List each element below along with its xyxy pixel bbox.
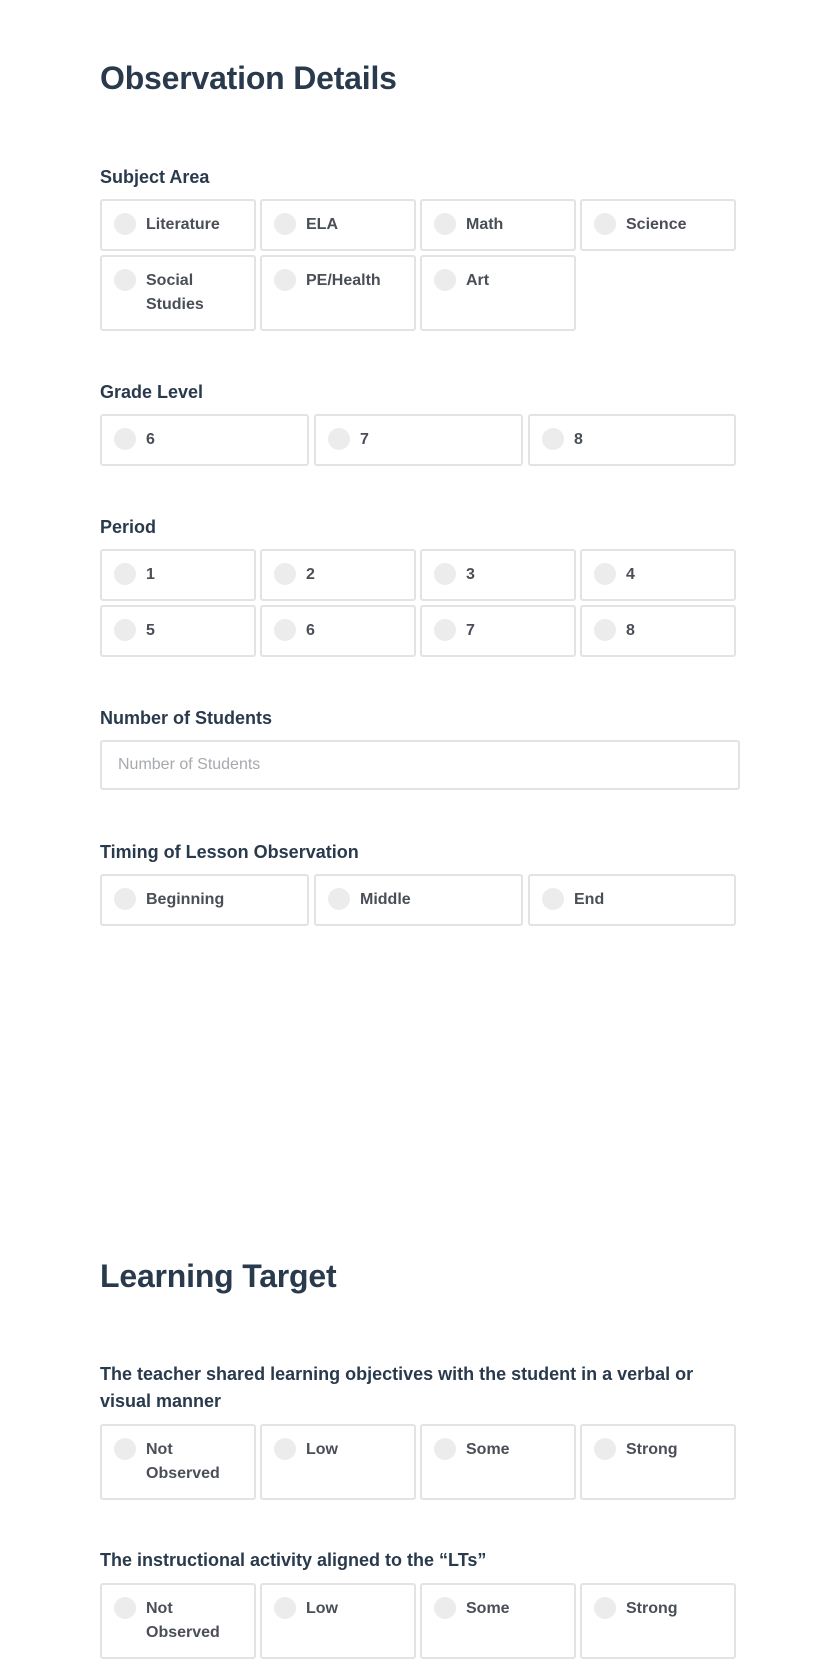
radio-icon[interactable] [114,1438,136,1460]
radio-icon[interactable] [594,213,616,235]
radio-icon[interactable] [434,269,456,291]
option-label: 3 [466,566,475,583]
radio-icon[interactable] [434,619,456,641]
learning-target-title: Learning Target [100,1258,337,1294]
period-option-7[interactable] [420,605,576,657]
timing-option-middle[interactable] [314,874,523,926]
period-option-8[interactable] [580,605,736,657]
radio-icon[interactable] [594,619,616,641]
radio-icon[interactable] [274,269,296,291]
option-label: 6 [146,431,155,448]
option-label: Art [466,272,490,289]
period-option-2[interactable] [260,549,416,601]
radio-icon[interactable] [434,213,456,235]
radio-icon[interactable] [274,213,296,235]
radio-icon[interactable] [434,563,456,585]
option-label: Literature [146,216,220,233]
lt-q1-option-strong[interactable] [580,1424,736,1500]
radio-icon[interactable] [594,1438,616,1460]
lt-question-1-label: The teacher shared learning objectives with the student in a verbal or visual manner [100,1364,694,1411]
radio-icon[interactable] [594,563,616,585]
subject-option-ela[interactable] [260,199,416,251]
option-label: 8 [574,431,583,448]
option-label: 2 [306,566,315,583]
number-of-students-input[interactable] [100,740,740,790]
subject-option-pe-health[interactable] [260,255,416,331]
radio-icon[interactable] [542,428,564,450]
number-of-students-label: Number of Students [100,708,273,728]
option-label: 7 [360,431,369,448]
radio-icon[interactable] [114,428,136,450]
option-label: Math [466,216,504,233]
grade-level-label: Grade Level [100,382,204,402]
radio-icon[interactable] [114,619,136,641]
radio-icon[interactable] [274,1597,296,1619]
grade-option-7[interactable] [314,414,523,466]
lt-q2-option-strong[interactable] [580,1583,736,1659]
subject-option-social-studies[interactable] [100,255,256,331]
radio-icon[interactable] [114,563,136,585]
option-label: Science [626,216,687,233]
timing-option-end[interactable] [528,874,736,926]
option-label: 8 [626,622,635,639]
option-label: 4 [626,566,635,583]
option-label: Strong [626,1441,678,1458]
lt-q1-option-some[interactable] [420,1424,576,1500]
radio-icon[interactable] [114,888,136,910]
period-option-1[interactable] [100,549,256,601]
lt-q2-option-low[interactable] [260,1583,416,1659]
radio-icon[interactable] [542,888,564,910]
subject-option-math[interactable] [420,199,576,251]
option-label: PE/Health [306,272,381,289]
period-option-5[interactable] [100,605,256,657]
period-option-3[interactable] [420,549,576,601]
radio-icon[interactable] [594,1597,616,1619]
option-label: 5 [146,622,155,639]
option-label: 7 [466,622,475,639]
timing-label: Timing of Lesson Observation [100,842,359,862]
option-label: Not Observed [146,1600,220,1641]
subject-option-literature[interactable] [100,199,256,251]
option-label: Social Studies [146,272,204,313]
radio-icon[interactable] [328,428,350,450]
option-label: Low [306,1600,338,1617]
subject-option-science[interactable] [580,199,736,251]
radio-icon[interactable] [434,1438,456,1460]
lt-q2-option-not-observed[interactable] [100,1583,256,1659]
option-label: 6 [306,622,315,639]
radio-icon[interactable] [274,563,296,585]
lt-q2-option-some[interactable] [420,1583,576,1659]
timing-option-beginning[interactable] [100,874,309,926]
radio-icon[interactable] [328,888,350,910]
option-label: 1 [146,566,155,583]
lt-q1-option-low[interactable] [260,1424,416,1500]
option-label: Low [306,1441,338,1458]
option-label: Strong [626,1600,678,1617]
subject-area-label: Subject Area [100,167,210,187]
lt-question-2-label: The instructional activity aligned to the “LTs” [100,1550,487,1570]
option-label: End [574,891,605,908]
option-label: Some [466,1600,510,1617]
period-option-6[interactable] [260,605,416,657]
option-label: Middle [360,891,411,908]
observation-details-title: Observation Details [100,60,397,96]
option-label: Some [466,1441,510,1458]
period-label: Period [100,517,157,537]
radio-icon[interactable] [114,213,136,235]
option-label: Beginning [146,891,225,908]
radio-icon[interactable] [274,1438,296,1460]
period-option-4[interactable] [580,549,736,601]
option-label: Not Observed [146,1441,220,1482]
radio-icon[interactable] [274,619,296,641]
radio-icon[interactable] [434,1597,456,1619]
radio-icon[interactable] [114,1597,136,1619]
grade-option-8[interactable] [528,414,736,466]
subject-option-art[interactable] [420,255,576,331]
radio-icon[interactable] [114,269,136,291]
lt-q1-option-not-observed[interactable] [100,1424,256,1500]
grade-option-6[interactable] [100,414,309,466]
option-label: ELA [306,216,338,233]
